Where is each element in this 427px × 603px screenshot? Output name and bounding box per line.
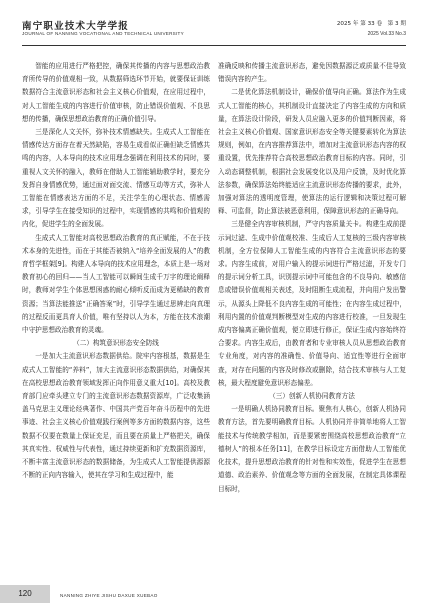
journal-title-en: JOURNAL OF NANNING VOCATIONAL AND TECHNICAL UNIVERSITY xyxy=(22,31,184,36)
volume-issue-en: 2025 Vol.33 No.3 xyxy=(367,31,406,37)
volume-issue-cn: 2025 年 第 33 卷 第 3 期 xyxy=(336,21,406,27)
paragraph: 智能的应用进行严格把控，确保其传播的内容与思想政治教育所传导的价值观相一致，从数据筛选环节开始，就要保证训练数据符合主流意识形态和社会主义核心价值观，在应用过程中，对人工智能生成的内容进行价值审核，防止错误价值观、不良思想的传播，确保思想政治教育的正确价值引导。 xyxy=(22,62,210,123)
page-number: 120 xyxy=(0,585,50,603)
right-column xyxy=(218,60,406,590)
page-header xyxy=(22,18,406,42)
paragraph: 一是明确人机协同教育目标。聚焦有人核心，创新人机协同教育方法，首先要明确教育目标。人机协同并非简单地将人工智能技术与传统教学相加，而是要紧密围绕高校思想政治教育“立德树人”的根本任务[11]，在教学目标设定方面借助人工智能优化技术，提升思想政治教育的针对性和实效性，促进学生在思想道德、政治素养、价值观念等方面的全面发展，在制定具体课程目标时， xyxy=(218,405,406,493)
paragraph: 生成式人工智能对高校思想政治教育的真正赋能，不在于技术本身的先进性，而在于其能否被纳入“培养全面发展的人”的教育哲学框架[9]。构建人本导向的技术应用理念，本质上是一场对教育初心的回归——当人工智能可以瞬间生成千万字的理论阐释时，教师对学生个体思想困惑的耐心倾听反而成为更稀缺的教育资源；当算法能推送“正确答案”时，引导学生通过思辨走向真理的过程反而更具育人价值，唯有坚持以人为本，方能在技术浪潮中守护思想政治教育的灵魂。 xyxy=(22,233,210,335)
page-footer xyxy=(0,585,427,603)
paragraph: 准确反映和传播主流意识形态，避免因数据源泛或质量不佳导致错误内容的产生。 xyxy=(218,62,406,84)
journal-pinyin: NANNING ZHIYE JISHU DAXUE XUEBAO xyxy=(60,593,158,598)
header-rule xyxy=(22,45,406,46)
paragraph: 二是优化算法机制设计，确保价值导向正确。算法作为生成式人工智能的核心，其机制设计直接决定了内容生成的方向和质量，在算法设计阶段，研发人员应融入更多的价值判断因素，将社会主义核心价值观、国家意识形态安全等关键要素转化为算法规则，例如，在内容推荐算法中，增加对主流意识形态内容的权重设置，优先推荐符合高校思想政治教育目标的内容。同时，引入动态调整机制，根据社会发展变化以及用户反馈，及时优化算法参数，确保算法始终能适应主流意识形态传播的要求，此外，加强对算法的透明度管理，使算法的运行逻辑和决策过程可解释、可监督，防止算法被恶意利用，保障意识形态的正确导向。 xyxy=(218,88,406,216)
left-column xyxy=(22,60,210,590)
paragraph: 三是深化人文关怀，弥补技术情感缺失。生成式人工智能在情感传达方面存在着天然缺陷，容易生成看似正确但缺乏情感共鸣的内容，人本导向的技术应用理念强调在利用技术的同时，要重视人文关怀的融入，教师在借助人工智能辅助教学时，要充分发挥自身情感优势，通过面对面交流、情感互动等方式，弥补人工智能在情感表达方面的不足，关注学生的心理状态、情感需求，引导学生在接受知识的过程中，实现情感的共鸣和价值观的内化，促进学生的全面发展。 xyxy=(22,128,210,229)
section-heading: （三）创新人机协同教育方法 xyxy=(269,392,355,401)
paragraph: 三是健全内容审核机制，严守内容质量关卡。构建生成前提示词过滤、生成中价值观校准、生成后人工复核的三级内容审核机制，全方位保障人工智能生成的内容符合主流意识形态的要求。内容生成前，对用户输入的提示词进行严格过滤，开发专门的提示词分析工具，识别提示词中可能包含的不良导向、敏感信息或错误价值观相关表述，及时阻断生成流程，并向用户发出警示，从源头上降低不良内容生成的可能性；在内容生成过程中，利用内置的价值观判断模型对生成的内容进行校准，一旦发现生成内容偏离正确价值观，便立即进行修正，保证生成内容始终符合要求。内容生成后，由教育者和专业审核人员从思想政治教育专业角度，对内容的准确性、价值导向、适宜性等进行全面审查，对存在问题的内容及时修改或删除，结合技术审核与人工复核，最大程度避免意识形态偏差。 xyxy=(218,220,406,387)
section-heading: （二）构筑意识形态安全防线 xyxy=(73,339,159,348)
paragraph: 一是加大主流意识形态数据供给。院牢内容根基，数据是生成式人工智能的“养料”，加大主流意识形态数据供给，对确保其在高校思想政治教育领域发挥正向作用意义重大[10]。高校及教育部门应牵头建立专门的主流意识形态数据资源库，广泛收集涵盖马克思主义理论经典著作、中国共产党百年奋斗历程中的先进事迹、社会主义核心价值观践行案例等多方面的数据内容，这些数据不仅要在数量上保证充足，而且要在质量上严格把关，确保其真实性、权威性与代表性，通过持续更新和扩充数据资源库，不断丰富主流意识形态的数据储备，为生成式人工智能提供源源不断的正向内容输入，使其在学习和生成过程中，能 xyxy=(22,352,210,480)
journal-title: 南宁职业技术大学学报 xyxy=(22,21,130,32)
